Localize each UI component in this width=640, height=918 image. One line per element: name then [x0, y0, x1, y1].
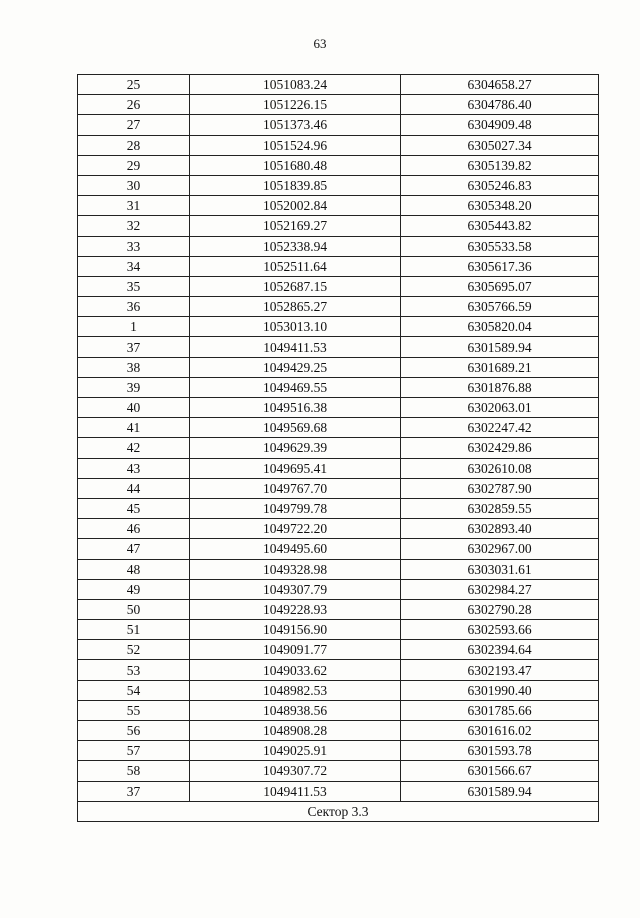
point-number-cell: 38 [78, 357, 190, 377]
x-coordinate-cell: 1049228.93 [190, 599, 401, 619]
table-row [78, 721, 599, 741]
point-number-cell: 30 [78, 175, 190, 195]
table-row [78, 297, 599, 317]
y-coordinate-cell: 6302859.55 [401, 498, 599, 518]
y-coordinate-cell: 6305820.04 [401, 317, 599, 337]
y-coordinate-cell: 6301593.78 [401, 741, 599, 761]
y-coordinate-cell: 6302610.08 [401, 458, 599, 478]
x-coordinate-cell: 1052687.15 [190, 276, 401, 296]
table-row [78, 599, 599, 619]
x-coordinate-cell: 1049033.62 [190, 660, 401, 680]
table-row [78, 236, 599, 256]
x-coordinate-cell: 1051083.24 [190, 75, 401, 95]
table-row [78, 660, 599, 680]
x-coordinate-cell: 1049495.60 [190, 539, 401, 559]
y-coordinate-cell: 6305443.82 [401, 216, 599, 236]
point-number-cell: 43 [78, 458, 190, 478]
y-coordinate-cell: 6301589.94 [401, 337, 599, 357]
x-coordinate-cell: 1051839.85 [190, 175, 401, 195]
point-number-cell: 51 [78, 620, 190, 640]
x-coordinate-cell: 1048938.56 [190, 700, 401, 720]
y-coordinate-cell: 6305139.82 [401, 155, 599, 175]
point-number-cell: 34 [78, 256, 190, 276]
table-row [78, 196, 599, 216]
point-number-cell: 53 [78, 660, 190, 680]
x-coordinate-cell: 1049025.91 [190, 741, 401, 761]
table-row [78, 175, 599, 195]
point-number-cell: 25 [78, 75, 190, 95]
table-row [78, 155, 599, 175]
table-row [78, 115, 599, 135]
point-number-cell: 48 [78, 559, 190, 579]
x-coordinate-cell: 1049469.55 [190, 377, 401, 397]
coordinates-table [77, 74, 599, 822]
table-row [78, 337, 599, 357]
y-coordinate-cell: 6305533.58 [401, 236, 599, 256]
table-row [78, 398, 599, 418]
point-number-cell: 35 [78, 276, 190, 296]
point-number-cell: 29 [78, 155, 190, 175]
x-coordinate-cell: 1049411.53 [190, 337, 401, 357]
table-row [78, 640, 599, 660]
x-coordinate-cell: 1049156.90 [190, 620, 401, 640]
x-coordinate-cell: 1049695.41 [190, 458, 401, 478]
x-coordinate-cell: 1049307.79 [190, 579, 401, 599]
x-coordinate-cell: 1052865.27 [190, 297, 401, 317]
point-number-cell: 58 [78, 761, 190, 781]
y-coordinate-cell: 6301990.40 [401, 680, 599, 700]
y-coordinate-cell: 6302893.40 [401, 519, 599, 539]
y-coordinate-cell: 6305027.34 [401, 135, 599, 155]
x-coordinate-cell: 1051680.48 [190, 155, 401, 175]
x-coordinate-cell: 1049629.39 [190, 438, 401, 458]
x-coordinate-cell: 1049411.53 [190, 781, 401, 801]
point-number-cell: 1 [78, 317, 190, 337]
x-coordinate-cell: 1049722.20 [190, 519, 401, 539]
y-coordinate-cell: 6301566.67 [401, 761, 599, 781]
table-row [78, 519, 599, 539]
point-number-cell: 28 [78, 135, 190, 155]
x-coordinate-cell: 1049307.72 [190, 761, 401, 781]
x-coordinate-cell: 1049091.77 [190, 640, 401, 660]
y-coordinate-cell: 6304786.40 [401, 95, 599, 115]
point-number-cell: 41 [78, 418, 190, 438]
x-coordinate-cell: 1049767.70 [190, 478, 401, 498]
y-coordinate-cell: 6301616.02 [401, 721, 599, 741]
table-row [78, 559, 599, 579]
point-number-cell: 46 [78, 519, 190, 539]
table-row [78, 620, 599, 640]
y-coordinate-cell: 6301785.66 [401, 700, 599, 720]
table-row [78, 357, 599, 377]
table-row [78, 377, 599, 397]
x-coordinate-cell: 1049328.98 [190, 559, 401, 579]
table-row [78, 761, 599, 781]
coordinates-table-body [78, 75, 599, 822]
y-coordinate-cell: 6305766.59 [401, 297, 599, 317]
x-coordinate-cell: 1052511.64 [190, 256, 401, 276]
x-coordinate-cell: 1049429.25 [190, 357, 401, 377]
table-row [78, 95, 599, 115]
table-row [78, 458, 599, 478]
point-number-cell: 40 [78, 398, 190, 418]
point-number-cell: 44 [78, 478, 190, 498]
y-coordinate-cell: 6301689.21 [401, 357, 599, 377]
y-coordinate-cell: 6302429.86 [401, 438, 599, 458]
x-coordinate-cell: 1052169.27 [190, 216, 401, 236]
table-row [78, 498, 599, 518]
y-coordinate-cell: 6304909.48 [401, 115, 599, 135]
page-number: 63 [313, 36, 327, 51]
table-row [78, 256, 599, 276]
point-number-cell: 47 [78, 539, 190, 559]
x-coordinate-cell: 1052002.84 [190, 196, 401, 216]
point-number-cell: 26 [78, 95, 190, 115]
y-coordinate-cell: 6302063.01 [401, 398, 599, 418]
point-number-cell: 39 [78, 377, 190, 397]
y-coordinate-cell: 6302790.28 [401, 599, 599, 619]
table-row [78, 276, 599, 296]
point-number-cell: 33 [78, 236, 190, 256]
x-coordinate-cell: 1049799.78 [190, 498, 401, 518]
x-coordinate-cell: 1048908.28 [190, 721, 401, 741]
table-row [78, 781, 599, 801]
point-number-cell: 57 [78, 741, 190, 761]
y-coordinate-cell: 6302787.90 [401, 478, 599, 498]
y-coordinate-cell: 6302193.47 [401, 660, 599, 680]
point-number-cell: 37 [78, 781, 190, 801]
point-number-cell: 37 [78, 337, 190, 357]
point-number-cell: 31 [78, 196, 190, 216]
point-number-cell: 32 [78, 216, 190, 236]
x-coordinate-cell: 1052338.94 [190, 236, 401, 256]
y-coordinate-cell: 6302984.27 [401, 579, 599, 599]
table-row [78, 700, 599, 720]
sector-row [78, 801, 599, 821]
point-number-cell: 42 [78, 438, 190, 458]
table-row [78, 418, 599, 438]
point-number-cell: 54 [78, 680, 190, 700]
x-coordinate-cell: 1051524.96 [190, 135, 401, 155]
x-coordinate-cell: 1048982.53 [190, 680, 401, 700]
table-row [78, 135, 599, 155]
sector-label: Сектор 3.3 [78, 801, 599, 821]
x-coordinate-cell: 1051226.15 [190, 95, 401, 115]
table-row [78, 216, 599, 236]
y-coordinate-cell: 6302967.00 [401, 539, 599, 559]
point-number-cell: 36 [78, 297, 190, 317]
point-number-cell: 50 [78, 599, 190, 619]
point-number-cell: 27 [78, 115, 190, 135]
point-number-cell: 55 [78, 700, 190, 720]
table-row [78, 680, 599, 700]
y-coordinate-cell: 6301589.94 [401, 781, 599, 801]
y-coordinate-cell: 6303031.61 [401, 559, 599, 579]
table-row [78, 741, 599, 761]
y-coordinate-cell: 6302247.42 [401, 418, 599, 438]
y-coordinate-cell: 6302593.66 [401, 620, 599, 640]
point-number-cell: 52 [78, 640, 190, 660]
table-row [78, 579, 599, 599]
point-number-cell: 56 [78, 721, 190, 741]
table-row [78, 75, 599, 95]
y-coordinate-cell: 6301876.88 [401, 377, 599, 397]
table-row [78, 539, 599, 559]
y-coordinate-cell: 6305695.07 [401, 276, 599, 296]
table-row [78, 438, 599, 458]
x-coordinate-cell: 1049516.38 [190, 398, 401, 418]
y-coordinate-cell: 6302394.64 [401, 640, 599, 660]
y-coordinate-cell: 6305617.36 [401, 256, 599, 276]
x-coordinate-cell: 1053013.10 [190, 317, 401, 337]
table-row [78, 317, 599, 337]
point-number-cell: 45 [78, 498, 190, 518]
y-coordinate-cell: 6305348.20 [401, 196, 599, 216]
y-coordinate-cell: 6305246.83 [401, 175, 599, 195]
table-row [78, 478, 599, 498]
y-coordinate-cell: 6304658.27 [401, 75, 599, 95]
x-coordinate-cell: 1049569.68 [190, 418, 401, 438]
point-number-cell: 49 [78, 579, 190, 599]
x-coordinate-cell: 1051373.46 [190, 115, 401, 135]
